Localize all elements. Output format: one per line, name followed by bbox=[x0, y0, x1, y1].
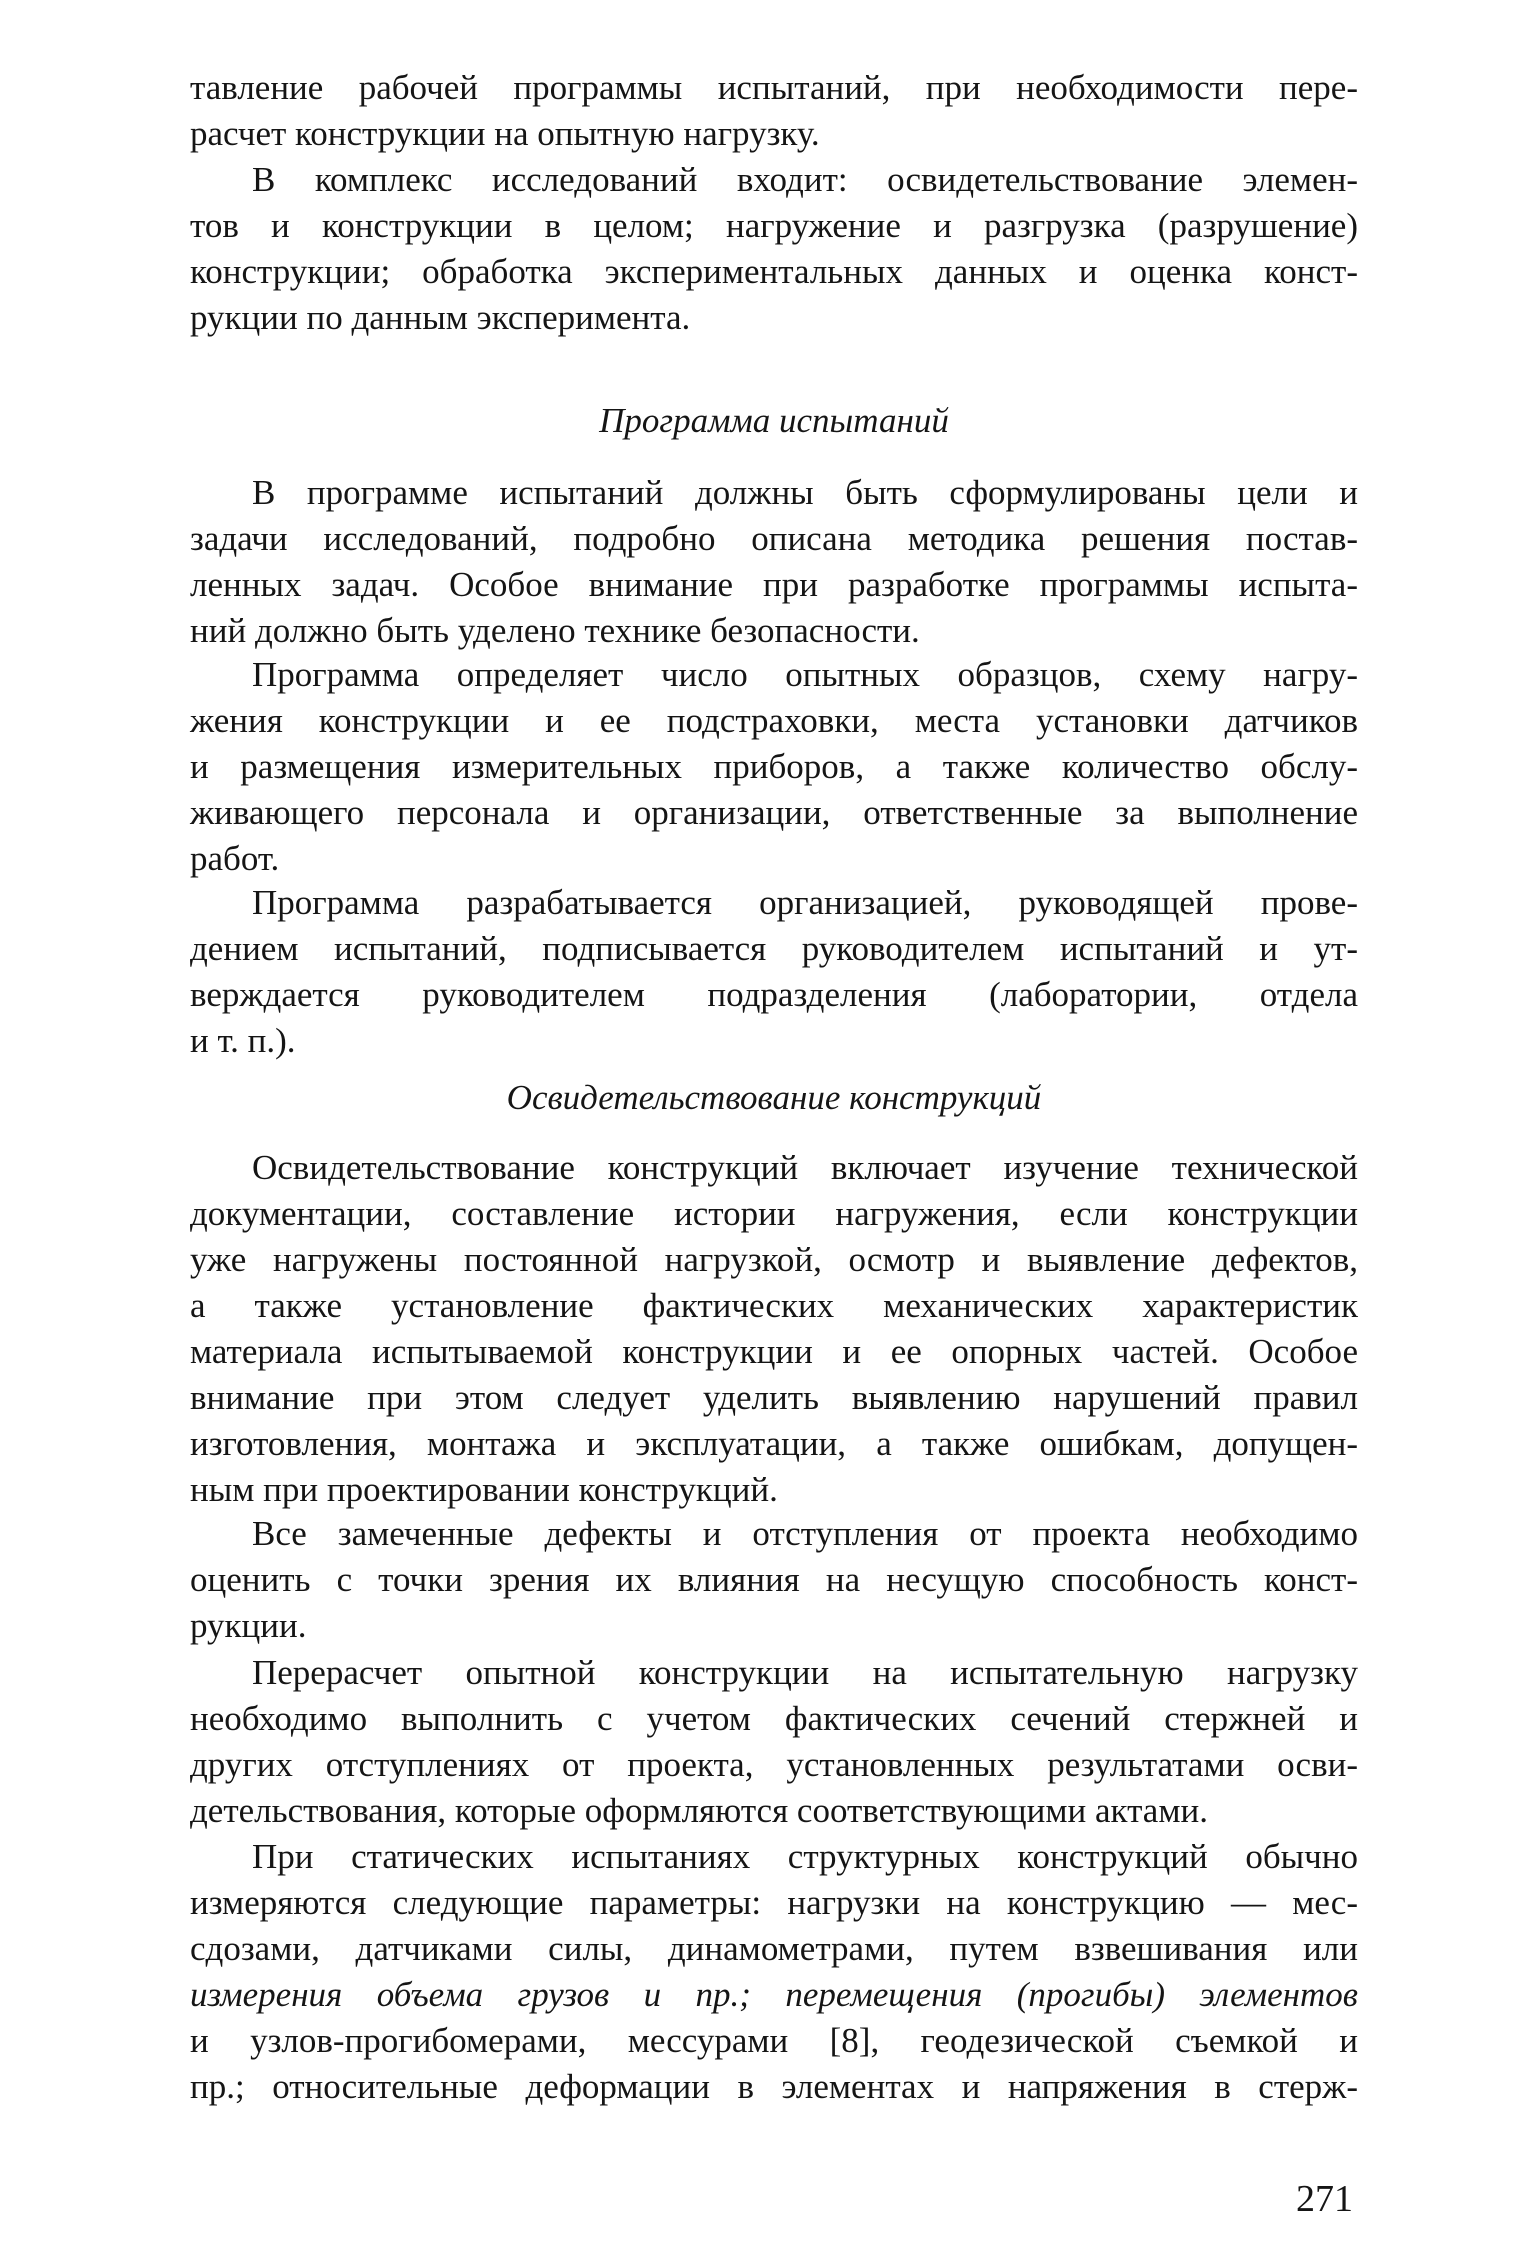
text-line: задачи исследований, подробно описана методика решения постав- bbox=[190, 519, 1358, 558]
text-line: В программе испытаний должны быть сформулированы цели и bbox=[252, 473, 1358, 512]
text-line: верждается руководителем подразделения (лаборатории, отдела bbox=[190, 975, 1358, 1014]
text-line: конструкции; обработка экспериментальных данных и оценка конст- bbox=[190, 252, 1358, 291]
text-line: ленных задач. Особое внимание при разработке программы испыта- bbox=[190, 565, 1358, 604]
text-line: тавление рабочей программы испытаний, при необходимости пере- bbox=[190, 68, 1358, 107]
text-line: детельствования, которые оформляются соответствующими актами. bbox=[190, 1791, 1208, 1830]
text-line: сдозами, датчиками силы, динамометрами, путем взвешивания или bbox=[190, 1929, 1358, 1968]
text-line: оценить с точки зрения их влияния на несущую способность конст- bbox=[190, 1560, 1358, 1599]
text-line: расчет конструкции на опытную нагрузку. bbox=[190, 114, 820, 153]
text-line: изготовления, монтажа и эксплуатации, а также ошибкам, допущен- bbox=[190, 1424, 1358, 1463]
text-line: При статических испытаниях структурных конструкций обычно bbox=[252, 1837, 1358, 1876]
text-line: рукции. bbox=[190, 1606, 307, 1645]
section-heading: Освидетельствование конструкций bbox=[506, 1078, 1042, 1117]
page-number: 271 bbox=[1296, 2178, 1353, 2220]
text-line: В комплекс исследований входит: освидетельствование элемен- bbox=[252, 160, 1358, 199]
text-line: Освидетельствование конструкций включает изучение технической bbox=[252, 1148, 1358, 1187]
text-line: внимание при этом следует уделить выявлению нарушений правил bbox=[190, 1378, 1358, 1417]
text-line: измерения объема грузов и пр.; перемещения (прогибы) элементов bbox=[190, 1975, 1358, 2014]
text-line: и размещения измерительных приборов, а также количество обслу- bbox=[190, 747, 1358, 786]
text-line: ний должно быть уделено технике безопасности. bbox=[190, 611, 920, 650]
text-line: Все замеченные дефекты и отступления от проекта необходимо bbox=[252, 1514, 1358, 1553]
text-line: рукции по данным эксперимента. bbox=[190, 298, 691, 337]
text-line: уже нагружены постоянной нагрузкой, осмотр и выявление дефектов, bbox=[190, 1240, 1358, 1279]
text-line: других отступлениях от проекта, установленных результатами осви- bbox=[190, 1745, 1358, 1784]
text-line: пр.; относительные деформации в элементах и напряжения в стерж- bbox=[190, 2067, 1358, 2106]
text-line: ным при проектировании конструкций. bbox=[190, 1470, 778, 1509]
text-line: Перерасчет опытной конструкции на испытательную нагрузку bbox=[252, 1653, 1358, 1692]
text-line: Программа определяет число опытных образцов, схему нагру- bbox=[252, 655, 1358, 694]
text-line: документации, составление истории нагружения, если конструкции bbox=[190, 1194, 1358, 1233]
text-line: Программа разрабатывается организацией, руководящей прове- bbox=[252, 883, 1358, 922]
text-line: живающего персонала и организации, ответственные за выполнение bbox=[190, 793, 1358, 832]
text-line: материала испытываемой конструкции и ее опорных частей. Особое bbox=[190, 1332, 1358, 1371]
text-line: а также установление фактических механических характеристик bbox=[190, 1286, 1358, 1325]
text-line: дением испытаний, подписывается руководителем испытаний и ут- bbox=[190, 929, 1358, 968]
text-line: жения конструкции и ее подстраховки, места установки датчиков bbox=[190, 701, 1358, 740]
text-line: измеряются следующие параметры: нагрузки на конструкцию — мес- bbox=[190, 1883, 1358, 1922]
text-line: и т. п.). bbox=[190, 1021, 296, 1060]
text-line: необходимо выполнить с учетом фактических сечений стержней и bbox=[190, 1699, 1358, 1738]
text-line: работ. bbox=[190, 839, 280, 878]
text-line: тов и конструкции в целом; нагружение и разгрузка (разрушение) bbox=[190, 206, 1358, 245]
section-heading: Программа испытаний bbox=[599, 401, 949, 440]
text-line: и узлов-прогибомерами, мессурами [8], геодезической съемкой и bbox=[190, 2021, 1358, 2060]
